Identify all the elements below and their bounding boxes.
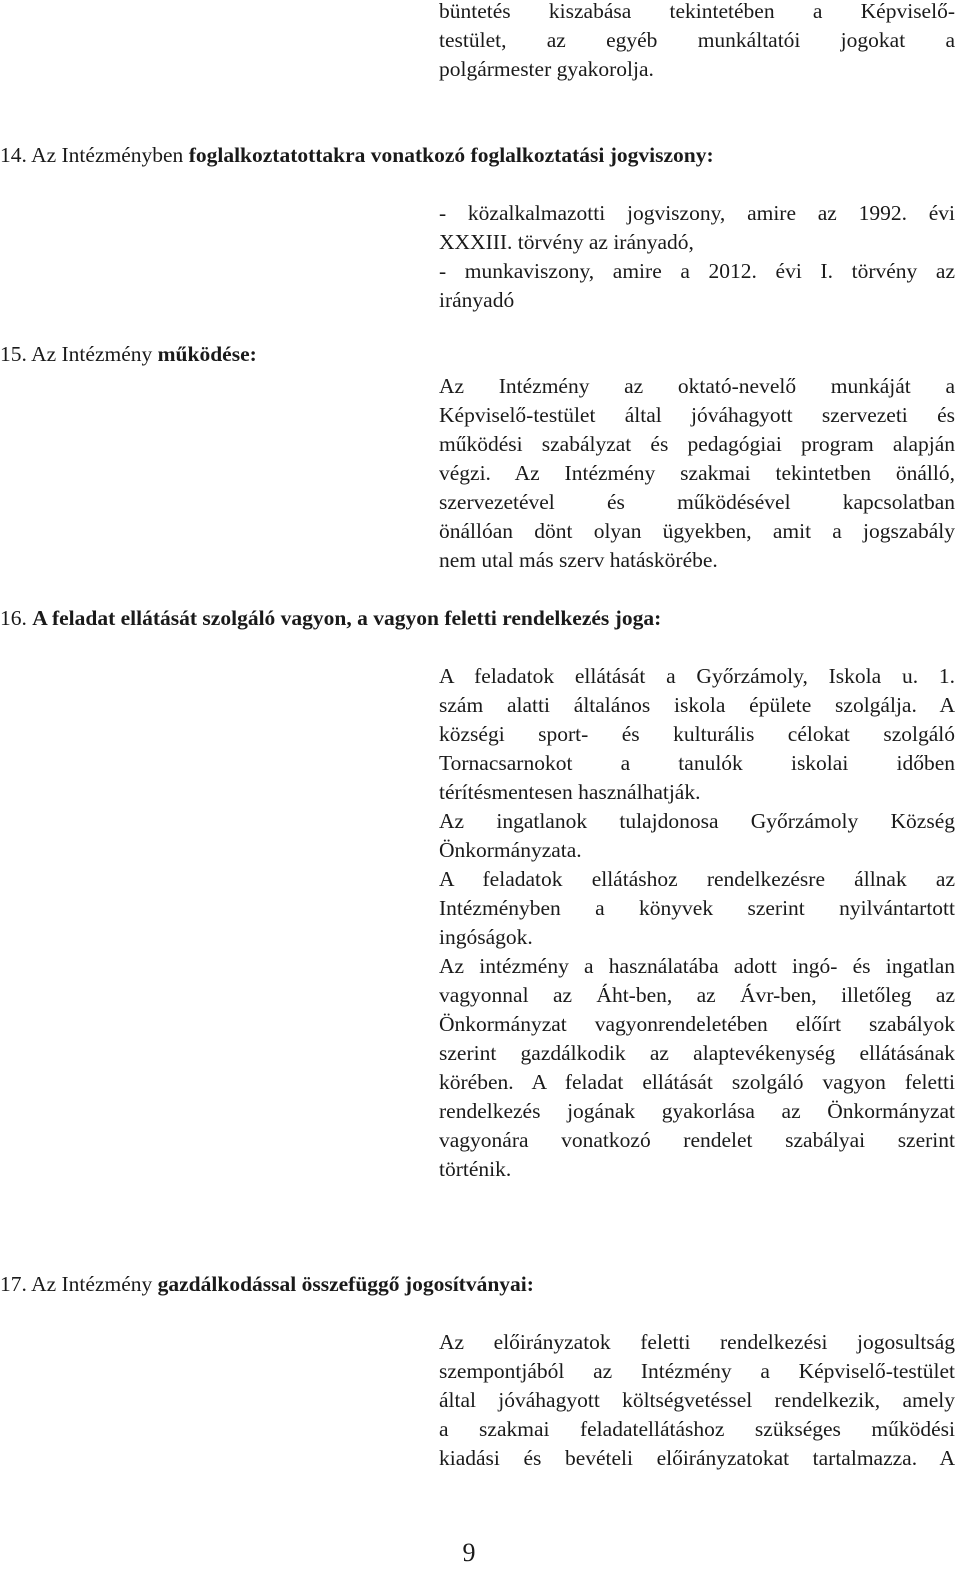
text-line: A feladatok ellátáshoz rendelkezésre állnak az [439, 867, 955, 891]
section-number: 15. [0, 342, 27, 366]
text-line: szám alatti általános iskola épülete szolgálja. A [439, 693, 955, 717]
text-line: testület, az egyéb munkáltatói jogokat a [439, 28, 955, 52]
text-line: rendelkezés jogának gyakorlása az Önkormányzat [439, 1099, 955, 1123]
heading-bold: A feladat ellátását szolgáló vagyon, a vagyon feletti rendelkezés joga: [32, 606, 662, 630]
section-15-heading [0, 340, 257, 369]
heading-bold: gazdálkodással összefüggő jogosítványai: [157, 1272, 534, 1296]
text-line: - közalkalmazotti jogviszony, amire az 1992. évi [439, 201, 955, 225]
text-line: működési szabályzat és pedagógiai program alapján [439, 432, 955, 456]
text-line: körében. A feladat ellátását szolgáló vagyon feletti [439, 1070, 955, 1094]
text-line: vagyonára vonatkozó rendelet szabályai szerint [439, 1128, 955, 1152]
text-line: községi sport- és kulturális célokat szolgáló [439, 722, 955, 746]
text-line: polgármester gyakorolja. [439, 57, 654, 81]
text-line: vagyonnal az Áht-ben, az Ávr-ben, illetőleg az [439, 983, 955, 1007]
section-16-body [439, 662, 955, 1184]
text-line: Önkormányzat vagyonrendeletében előírt szabályok [439, 1012, 955, 1036]
heading-prefix: Az Intézmény [31, 342, 153, 366]
text-line: önállóan dönt olyan ügyekben, amit a jogszabály [439, 519, 955, 543]
text-line: Az intézmény a használatába adott ingó- és ingatlan [439, 954, 955, 978]
text-line: által jóváhagyott költségvetéssel rendelkezik, amely [439, 1388, 955, 1412]
text-line: Tornacsarnokot a tanulók iskolai időben [439, 751, 955, 775]
text-line: nem utal más szerv hatáskörébe. [439, 548, 718, 572]
heading-bold: működése: [157, 342, 257, 366]
section-number: 17. [0, 1272, 27, 1296]
continuation-paragraph [439, 0, 955, 84]
heading-prefix: Az Intézményben [31, 143, 184, 167]
text-line: szerint gazdálkodik az alaptevékenység ellátásának [439, 1041, 955, 1065]
section-16-heading [0, 604, 661, 633]
page-number: 9 [462, 1538, 476, 1567]
text-line: Az Intézmény az oktató-nevelő munkáját a [439, 374, 955, 398]
section-number: 16. [0, 606, 27, 630]
text-line: kiadási és bevételi előirányzatokat tartalmazza. A [439, 1446, 955, 1470]
section-17-heading [0, 1270, 534, 1299]
text-line: szempontjából az Intézmény a Képviselő-testület [439, 1359, 955, 1383]
section-15-body [439, 372, 955, 575]
text-line: Intézményben a könyvek szerint nyilvántartott [439, 896, 955, 920]
text-line: Képviselő-testület által jóváhagyott szervezeti és [439, 403, 955, 427]
section-14-body [439, 199, 955, 315]
text-line: Önkormányzata. [439, 838, 582, 862]
text-line: A feladatok ellátását a Győrzámoly, Iskola u. 1. [439, 664, 955, 688]
text-line: irányadó [439, 288, 515, 312]
text-line: - munkaviszony, amire a 2012. évi I. törvény az [439, 259, 955, 283]
heading-bold: foglalkoztatottakra vonatkozó foglalkoztatási jogviszony: [188, 143, 714, 167]
heading-prefix: Az Intézmény [31, 1272, 153, 1296]
text-line: Az ingatlanok tulajdonosa Győrzámoly Község [439, 809, 955, 833]
text-line: Az előirányzatok feletti rendelkezési jogosultság [439, 1330, 955, 1354]
text-line: a szakmai feladatellátáshoz szükséges működési [439, 1417, 955, 1441]
text-line: szervezetével és működésével kapcsolatban [439, 490, 955, 514]
section-14-heading [0, 141, 714, 170]
section-number: 14. [0, 143, 27, 167]
text-line: ingóságok. [439, 925, 533, 949]
text-line: XXXIII. törvény az irányadó, [439, 230, 694, 254]
text-line: térítésmentesen használhatják. [439, 780, 701, 804]
text-line: történik. [439, 1157, 512, 1181]
text-line: végzi. Az Intézmény szakmai tekintetben önálló, [439, 461, 955, 485]
section-17-body [439, 1328, 955, 1473]
text-line: büntetés kiszabása tekintetében a Képviselő- [439, 0, 955, 23]
